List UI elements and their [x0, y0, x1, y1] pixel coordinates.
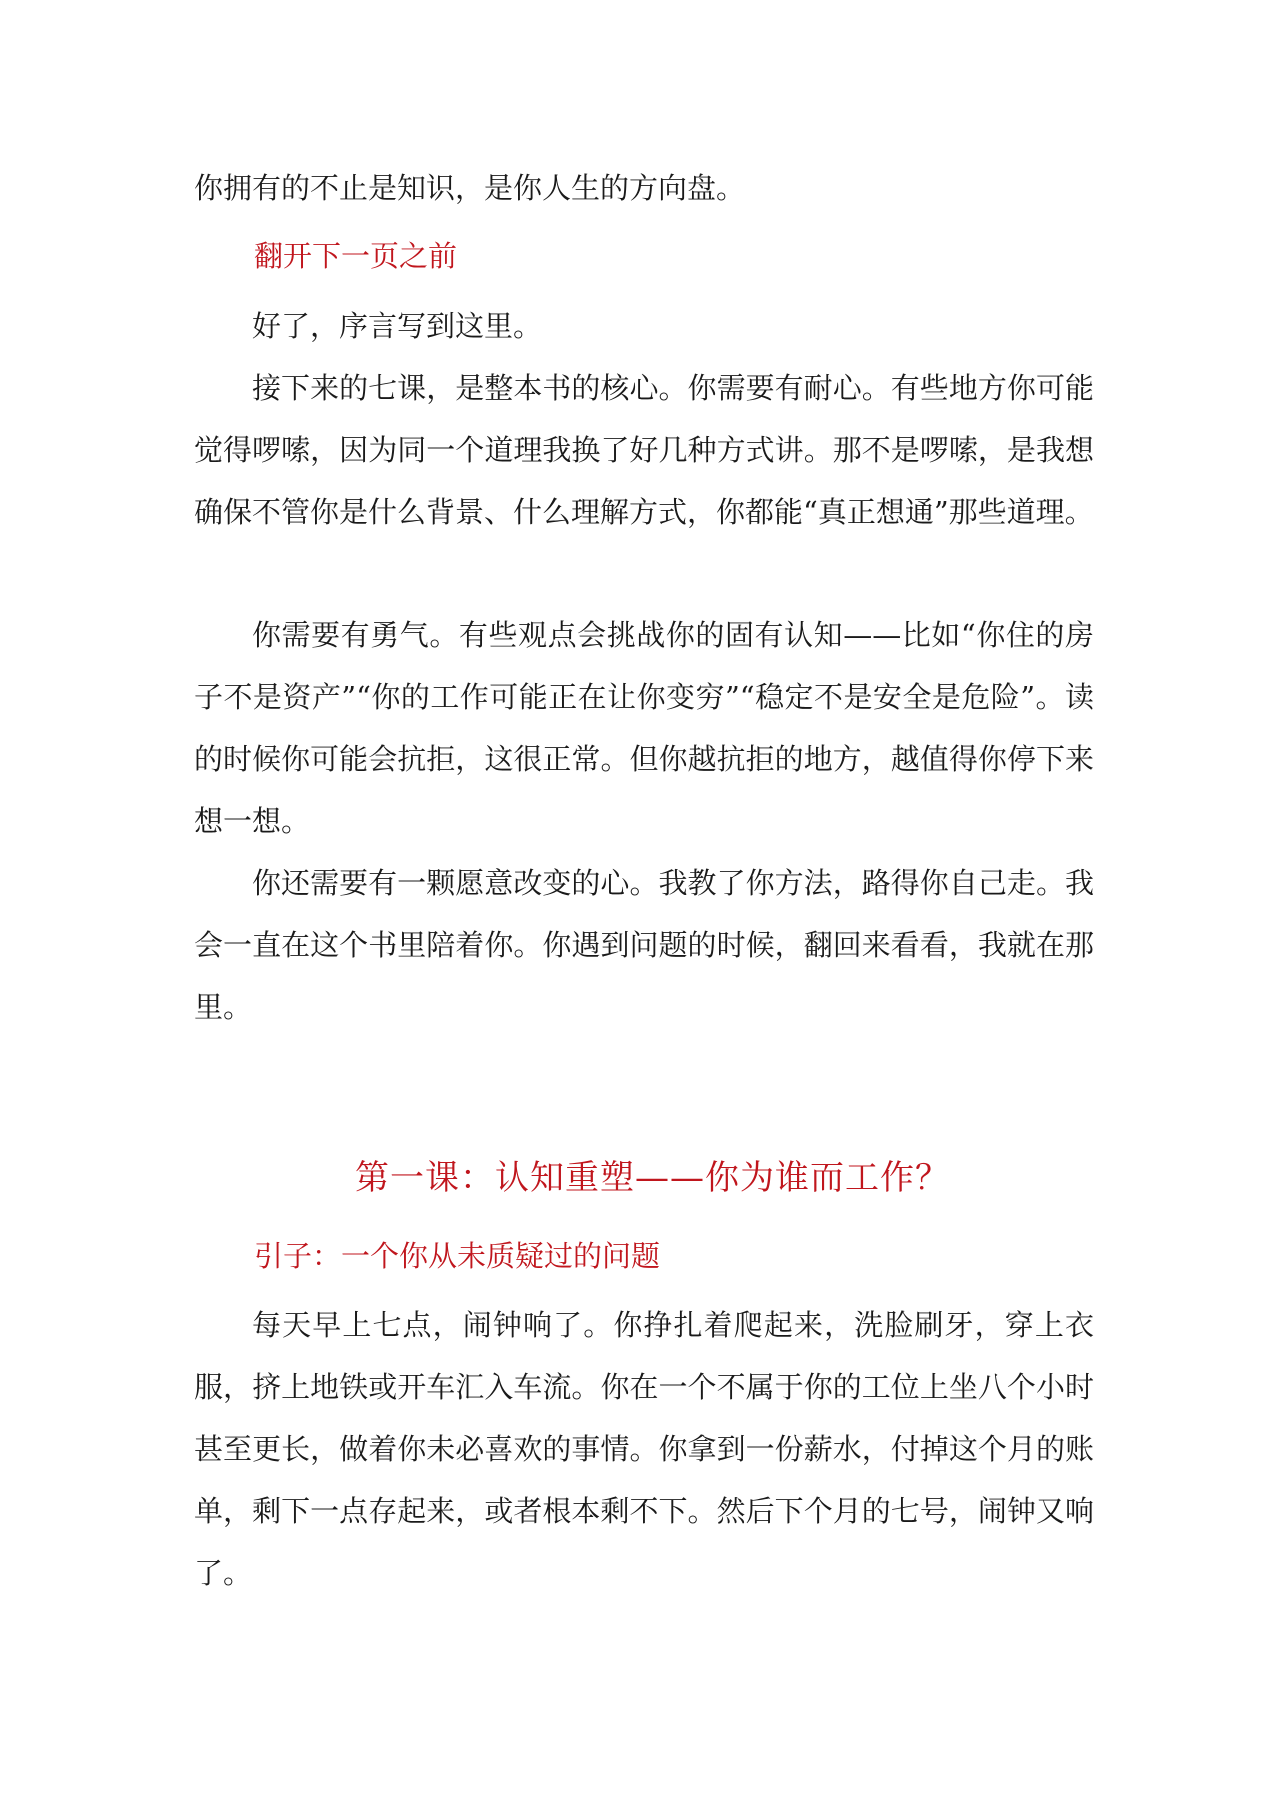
section-heading-before-next-page: 翻开下一页之前 [254, 239, 458, 273]
paragraph-seven-lessons: 接下来的七课，是整本书的核心。你需要有耐心。有些地方你可能觉得啰嗦，因为同一个道理我换了好几种方式讲。那不是啰嗦，是我想确保不管你是什么背景、什么理解方式，你都能“真正想通”那些道理。 [194, 371, 1094, 529]
paragraph-preface-end: 好了，序言写到这里。 [252, 309, 543, 343]
chapter-title-text: 第一课：认知重塑——你为谁而工作？ [355, 1158, 950, 1198]
paragraph-willing-to-change: 你还需要有一颗愿意改变的心。我教了你方法，路得你自己走。我会一直在这个书里陪着你。你遇到问题的时候，翻回来看看，我就在那里。 [194, 866, 1094, 1024]
paragraph-alarm-clock: 每天早上七点，闹钟响了。你挣扎着爬起来，洗脸刷牙，穿上衣服，挤上地铁或开车汇入车流。你在一个不属于你的工位上坐八个小时甚至更长，做着你未必喜欢的事情。你拿到一份薪水，付掉这个月的账单，剩下一点存起来，或者根本剩不下。然后下个月的七号，闹钟又响了。 [194, 1308, 1094, 1590]
chapter-title [0, 1155, 1273, 1201]
section-heading-intro: 引子：一个你从未质疑过的问题 [254, 1239, 661, 1273]
paragraph-courage: 你需要有勇气。有些观点会挑战你的固有认知——比如“你住的房子不是资产”“你的工作可能正在让你变穷”“稳定不是安全是危险”。读的时候你可能会抗拒，这很正常。但你越抗拒的地方，越值得你停下来想一想。 [194, 618, 1094, 838]
paragraph-direction-wheel: 你拥有的不止是知识，是你人生的方向盘。 [194, 171, 746, 205]
